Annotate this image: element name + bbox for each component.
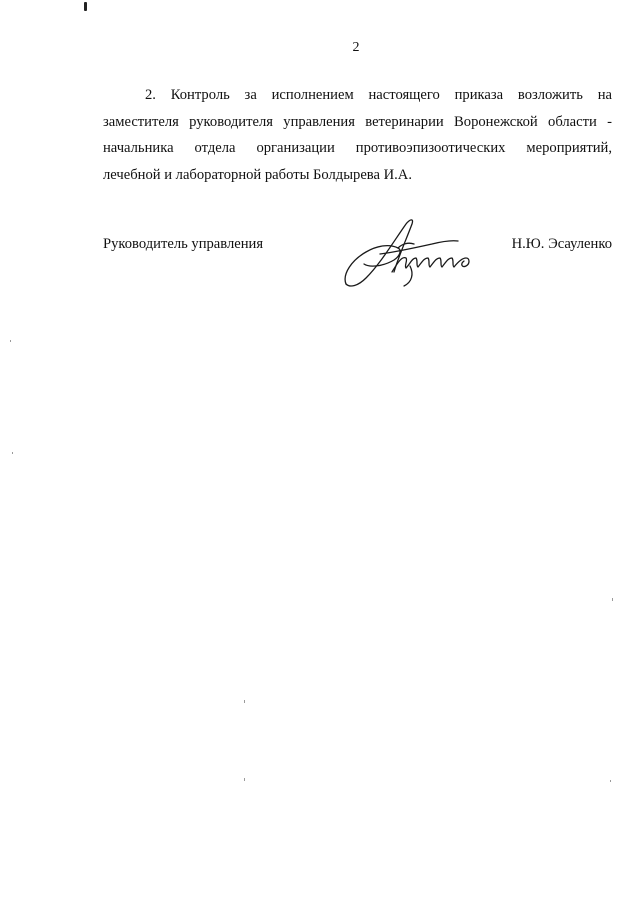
order-paragraph: [103, 82, 612, 188]
paragraph-line: 2. Контроль за исполнением настоящего приказа возложить на: [145, 87, 612, 103]
scan-speck: [10, 340, 11, 342]
paragraph-line: заместителя руководителя управления ветеринарии Воронежской области -: [103, 113, 612, 130]
scan-speck: [612, 598, 613, 601]
paragraph-line: лечебной и лабораторной работы Болдырева И.А.: [103, 166, 412, 183]
scan-artifact: [84, 2, 87, 11]
position-title: Руководитель управления: [103, 236, 264, 252]
scan-speck: [12, 452, 13, 454]
handwritten-signature: [340, 214, 480, 294]
signer-name: Н.Ю. Эсауленко: [511, 236, 612, 252]
scan-speck: [610, 780, 611, 782]
scan-speck: [244, 700, 245, 703]
page-number: 2: [352, 40, 360, 55]
scan-speck: [244, 778, 245, 781]
paragraph-line: начальника отдела организации противоэпизоотических мероприятий,: [103, 140, 612, 156]
